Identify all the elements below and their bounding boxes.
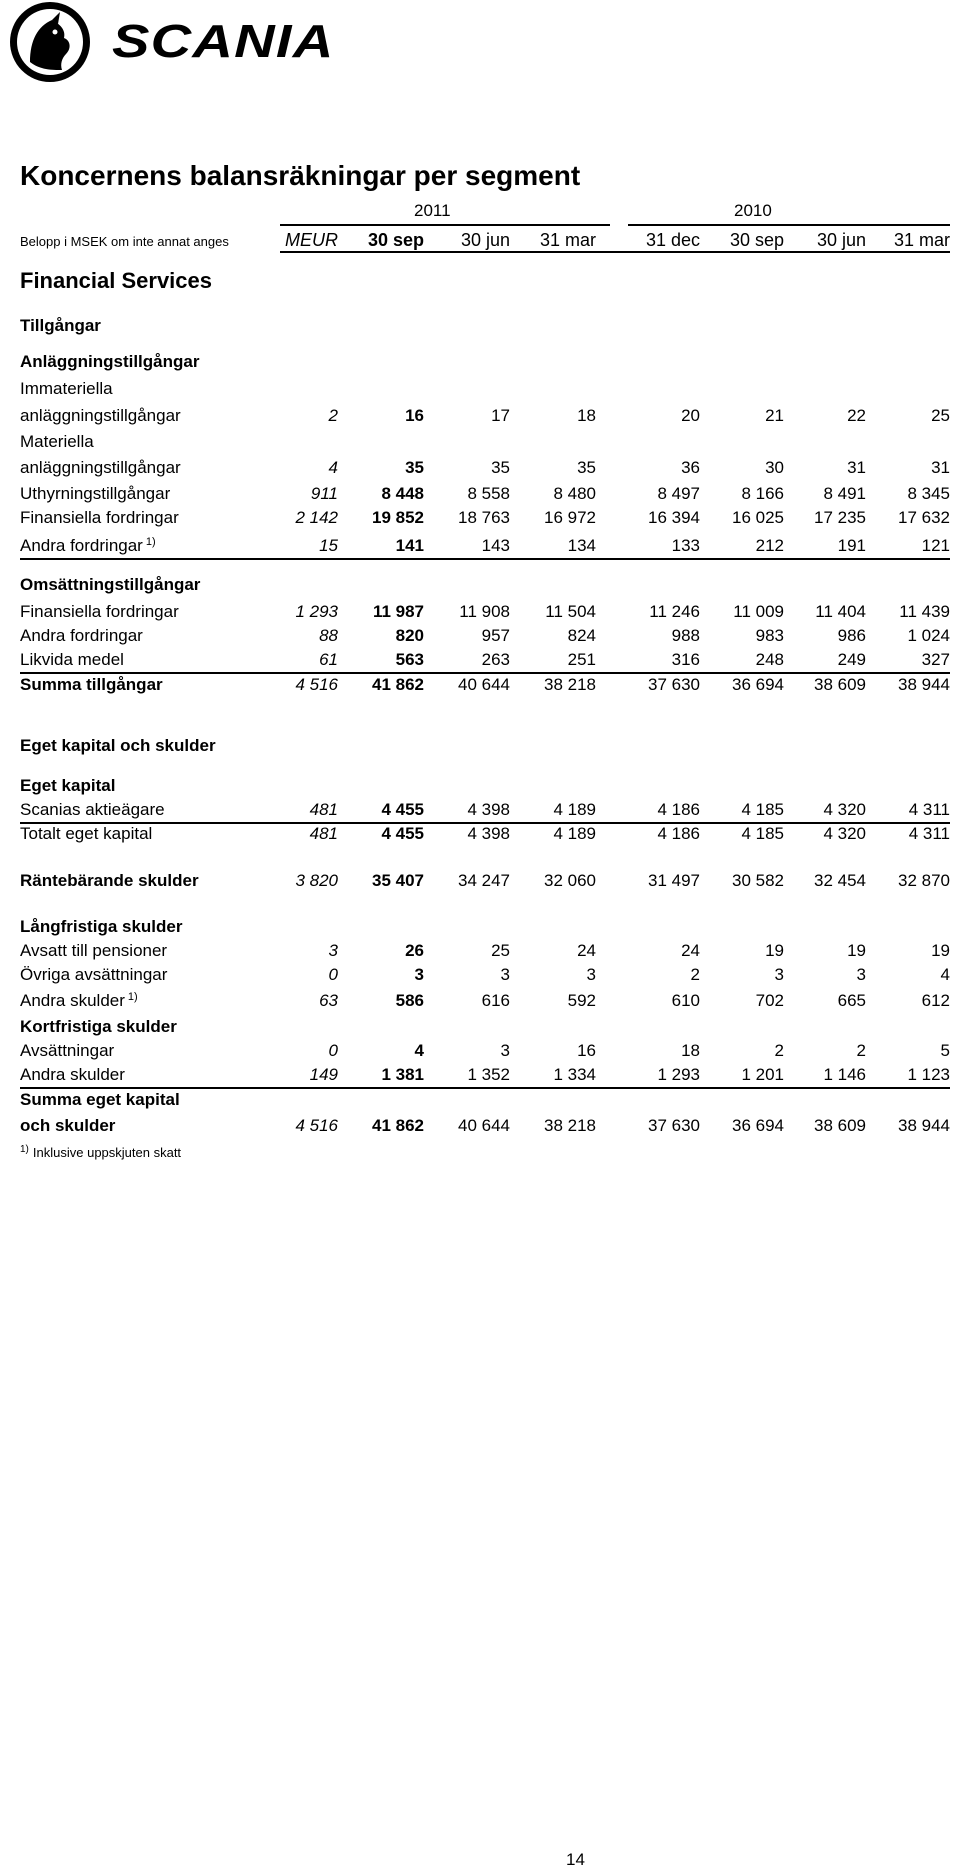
- year-divider-2010: [628, 224, 950, 226]
- cell-value: 19 852: [372, 508, 424, 527]
- cell-value: 586: [395, 991, 424, 1010]
- cell-value: 18: [681, 1041, 700, 1060]
- row-label-text: Anläggningstillgångar: [20, 352, 200, 371]
- year-header-2011: 2011: [414, 201, 451, 220]
- row-rule: [20, 558, 950, 560]
- cell-value: 88: [319, 626, 338, 645]
- cell-value: 8 491: [823, 484, 866, 503]
- cell-value: 3: [414, 965, 424, 984]
- row-label: [20, 650, 124, 670]
- cell-value: 38 944: [898, 1116, 950, 1135]
- row-label-text: Andra fordringar: [20, 626, 143, 645]
- cell-value: 11 439: [899, 602, 950, 621]
- cell-value: 616: [481, 991, 510, 1010]
- cell-value: 1 334: [553, 1065, 596, 1084]
- cell-value: 988: [671, 626, 700, 645]
- column-header: 31 mar: [539, 230, 596, 250]
- cell-value: 38 609: [814, 675, 866, 694]
- cell-value: 4 398: [467, 824, 510, 843]
- cell-value: 40 644: [458, 1116, 510, 1135]
- cell-value: 35: [577, 458, 596, 477]
- cell-value: 41 862: [372, 1116, 424, 1135]
- column-header: 30 jun: [816, 230, 866, 250]
- cell-value: 19: [847, 941, 866, 960]
- column-header: 30 jun: [460, 230, 510, 250]
- cell-value: 16: [577, 1041, 596, 1060]
- cell-value: 25: [931, 406, 950, 425]
- footnote-ref: 1): [127, 991, 138, 1003]
- cell-value: 2 142: [295, 508, 338, 527]
- unit-note: Belopp i MSEK om inte annat anges: [20, 234, 229, 249]
- row-label-text: Likvida medel: [20, 650, 124, 669]
- cell-value: 35 407: [372, 871, 424, 890]
- footnote-marker: 1): [20, 1144, 29, 1155]
- row-label: [20, 776, 115, 796]
- row-label: [20, 536, 156, 556]
- cell-value: 24: [577, 941, 596, 960]
- cell-value: 2: [774, 1041, 784, 1060]
- cell-value: 11 404: [815, 602, 866, 621]
- cell-value: 3: [586, 965, 596, 984]
- row-label-text: Avsatt till pensioner: [20, 941, 168, 960]
- row-label-text: Andra skulder: [20, 1065, 125, 1084]
- cell-value: 16: [405, 406, 424, 425]
- cell-value: 1 201: [741, 1065, 784, 1084]
- cell-value: 16 394: [648, 508, 700, 527]
- segment-title: Financial Services: [20, 268, 212, 293]
- cell-value: 61: [319, 650, 338, 669]
- row-label-text: Scanias aktieägare: [20, 800, 165, 819]
- cell-value: 1 293: [657, 1065, 700, 1084]
- row-label-text: Immateriella: [20, 379, 113, 398]
- row-label: [20, 736, 216, 756]
- row-label: [20, 575, 200, 595]
- row-label: [20, 991, 138, 1011]
- cell-value: 1 024: [907, 626, 950, 645]
- row-label-text: anläggningstillgångar: [20, 406, 181, 425]
- cell-value: 15: [319, 536, 338, 555]
- row-label: [20, 406, 181, 426]
- row-label-text: Eget kapital och skulder: [20, 736, 216, 755]
- cell-value: 4 189: [553, 800, 596, 819]
- cell-value: 38 218: [544, 1116, 596, 1135]
- cell-value: 16 972: [544, 508, 596, 527]
- cell-value: 19: [765, 941, 784, 960]
- page-title: Koncernens balansräkningar per segment: [20, 160, 581, 191]
- row-label: [20, 965, 167, 985]
- row-label: [20, 458, 181, 478]
- row-label-text: Andra skulder: [20, 991, 125, 1010]
- row-label-text: Räntebärande skulder: [20, 871, 199, 890]
- row-label: [20, 941, 167, 961]
- cell-value: 481: [309, 824, 338, 843]
- row-label: [20, 871, 199, 891]
- row-label-text: Materiella: [20, 432, 94, 451]
- cell-value: 3: [500, 965, 510, 984]
- row-label: [20, 675, 163, 695]
- cell-value: 22: [847, 406, 866, 425]
- row-label-text: Omsättningstillgångar: [20, 575, 201, 594]
- footnote: [20, 1144, 181, 1160]
- cell-value: 4 516: [295, 1116, 338, 1135]
- column-header: 31 mar: [893, 230, 950, 250]
- cell-value: 316: [671, 650, 700, 669]
- cell-value: 8 345: [907, 484, 950, 503]
- cell-value: 8 480: [553, 484, 596, 503]
- cell-value: 4 398: [467, 800, 510, 819]
- cell-value: 149: [309, 1065, 338, 1084]
- cell-value: 32 454: [814, 871, 866, 890]
- cell-value: 4 186: [657, 800, 700, 819]
- row-label: [20, 1116, 115, 1136]
- row-label: [20, 800, 165, 820]
- cell-value: 249: [837, 650, 866, 669]
- cell-value: 30: [765, 458, 784, 477]
- cell-value: 21: [765, 406, 784, 425]
- row-label: [20, 508, 179, 528]
- footnote-text: Inklusive uppskjuten skatt: [32, 1145, 182, 1160]
- cell-value: 8 166: [741, 484, 784, 503]
- cell-value: 18 763: [458, 508, 510, 527]
- cell-value: 3: [500, 1041, 510, 1060]
- year-divider-2011: [280, 224, 610, 226]
- row-label-text: Andra fordringar: [20, 536, 143, 555]
- cell-value: 327: [921, 650, 950, 669]
- row-label-text: och skulder: [20, 1116, 116, 1135]
- cell-value: 957: [481, 626, 510, 645]
- cell-value: 8 558: [467, 484, 510, 503]
- scania-logo: [0, 0, 340, 86]
- cell-value: 17 235: [814, 508, 866, 527]
- column-header: 30 sep: [729, 230, 784, 250]
- cell-value: 31: [847, 458, 866, 477]
- cell-value: 1 381: [381, 1065, 424, 1084]
- cell-value: 25: [491, 941, 510, 960]
- row-label: [20, 379, 113, 399]
- cell-value: 31: [931, 458, 950, 477]
- cell-value: 36 694: [732, 675, 784, 694]
- cell-value: 8 497: [657, 484, 700, 503]
- cell-value: 820: [395, 626, 424, 645]
- cell-value: 610: [671, 991, 700, 1010]
- cell-value: 11 246: [649, 602, 700, 621]
- row-label: [20, 1065, 125, 1085]
- cell-value: 4: [940, 965, 950, 984]
- cell-value: 8 448: [381, 484, 424, 503]
- cell-value: 38 944: [898, 675, 950, 694]
- cell-value: 2: [856, 1041, 866, 1060]
- column-header: 30 sep: [367, 230, 424, 250]
- cell-value: 35: [491, 458, 510, 477]
- cell-value: 20: [681, 406, 700, 425]
- row-label: [20, 432, 94, 452]
- logo-wordmark: SCANIA: [112, 15, 335, 67]
- row-label: [20, 1017, 177, 1037]
- cell-value: 141: [395, 536, 424, 555]
- row-label-text: Uthyrningstillgångar: [20, 484, 171, 503]
- cell-value: 63: [319, 991, 338, 1010]
- cell-value: 11 009: [733, 602, 784, 621]
- cell-value: 17 632: [898, 508, 950, 527]
- row-label: [20, 626, 143, 646]
- cell-value: 983: [755, 626, 784, 645]
- cell-value: 31 497: [648, 871, 700, 890]
- row-label: [20, 484, 170, 504]
- row-label: [20, 316, 101, 336]
- cell-value: 2: [328, 406, 338, 425]
- row-label: [20, 824, 152, 844]
- row-label-text: Totalt eget kapital: [20, 824, 153, 843]
- cell-value: 251: [567, 650, 596, 669]
- cell-value: 121: [921, 536, 950, 555]
- column-header: 31 dec: [645, 230, 700, 250]
- cell-value: 4 311: [908, 800, 950, 819]
- cell-value: 37 630: [648, 1116, 700, 1135]
- cell-value: 612: [921, 991, 950, 1010]
- cell-value: 36: [681, 458, 700, 477]
- cell-value: 40 644: [458, 675, 510, 694]
- cell-value: 702: [755, 991, 784, 1010]
- cell-value: 4 320: [823, 824, 866, 843]
- cell-value: 986: [837, 626, 866, 645]
- cell-value: 30 582: [732, 871, 784, 890]
- cell-value: 32 060: [544, 871, 596, 890]
- cell-value: 2: [690, 965, 700, 984]
- cell-value: 4 455: [381, 800, 424, 819]
- cell-value: 4: [414, 1041, 424, 1060]
- cell-value: 32 870: [898, 871, 950, 890]
- cell-value: 11 987: [372, 602, 424, 621]
- year-header-2010: 2010: [734, 201, 772, 220]
- row-label-text: Långfristiga skulder: [20, 917, 183, 936]
- column-header: MEUR: [285, 230, 338, 250]
- cell-value: 16 025: [732, 508, 784, 527]
- cell-value: 1 123: [907, 1065, 950, 1084]
- cell-value: 4: [328, 458, 338, 477]
- griffin-emblem-icon: [0, 0, 110, 86]
- row-label-text: Eget kapital: [20, 776, 116, 795]
- cell-value: 36 694: [732, 1116, 784, 1135]
- row-label-text: Övriga avsättningar: [20, 965, 168, 984]
- cell-value: 4 516: [295, 675, 338, 694]
- row-label: [20, 1090, 180, 1110]
- page-number: 14: [566, 1850, 585, 1869]
- row-rule: [20, 672, 950, 674]
- cell-value: 3 820: [295, 871, 338, 890]
- cell-value: 18: [577, 406, 596, 425]
- cell-value: 592: [567, 991, 596, 1010]
- cell-value: 1 146: [823, 1065, 866, 1084]
- row-label: [20, 1041, 114, 1061]
- row-label-text: Kortfristiga skulder: [20, 1017, 177, 1036]
- cell-value: 4 189: [553, 824, 596, 843]
- cell-value: 26: [405, 941, 424, 960]
- cell-value: 0: [328, 1041, 338, 1060]
- cell-value: 1 293: [295, 602, 338, 621]
- footnote-ref: 1): [145, 536, 156, 548]
- cell-value: 481: [309, 800, 338, 819]
- cell-value: 665: [837, 991, 866, 1010]
- cell-value: 3: [774, 965, 784, 984]
- cell-value: 5: [940, 1041, 950, 1060]
- cell-value: 4 455: [381, 824, 424, 843]
- cell-value: 191: [837, 536, 866, 555]
- cell-value: 4 311: [908, 824, 950, 843]
- cell-value: 4 185: [741, 800, 784, 819]
- cell-value: 37 630: [648, 675, 700, 694]
- cell-value: 38 609: [814, 1116, 866, 1135]
- cell-value: 34 247: [458, 871, 510, 890]
- row-label-text: anläggningstillgångar: [20, 458, 181, 477]
- cell-value: 4 320: [823, 800, 866, 819]
- cell-value: 911: [310, 484, 338, 503]
- cell-value: 133: [671, 536, 700, 555]
- cell-value: 35: [405, 458, 424, 477]
- cell-value: 3: [856, 965, 866, 984]
- row-label-text: Summa eget kapital: [20, 1090, 180, 1109]
- cell-value: 19: [931, 941, 950, 960]
- cell-value: 4 185: [741, 824, 784, 843]
- cell-value: 38 218: [544, 675, 596, 694]
- cell-value: 134: [567, 536, 596, 555]
- cell-value: 1 352: [467, 1065, 510, 1084]
- cell-value: 41 862: [372, 675, 424, 694]
- row-label-text: Finansiella fordringar: [20, 508, 179, 527]
- row-rule: [20, 1087, 950, 1089]
- row-label: [20, 352, 199, 372]
- row-label-text: Summa tillgångar: [20, 675, 163, 694]
- row-label-text: Avsättningar: [20, 1041, 115, 1060]
- row-label: [20, 602, 179, 622]
- cell-value: 0: [328, 965, 338, 984]
- cell-value: 4 186: [657, 824, 700, 843]
- row-label: [20, 917, 182, 937]
- row-label-text: Finansiella fordringar: [20, 602, 179, 621]
- cell-value: 24: [681, 941, 700, 960]
- cell-value: 263: [481, 650, 510, 669]
- cell-value: 11 908: [459, 602, 510, 621]
- header-underline: [280, 251, 950, 253]
- cell-value: 3: [328, 941, 338, 960]
- row-label-text: Tillgångar: [20, 316, 101, 335]
- cell-value: 824: [567, 626, 596, 645]
- cell-value: 563: [395, 650, 424, 669]
- cell-value: 17: [491, 406, 510, 425]
- cell-value: 248: [755, 650, 784, 669]
- cell-value: 143: [481, 536, 510, 555]
- cell-value: 11 504: [545, 602, 596, 621]
- cell-value: 212: [755, 536, 784, 555]
